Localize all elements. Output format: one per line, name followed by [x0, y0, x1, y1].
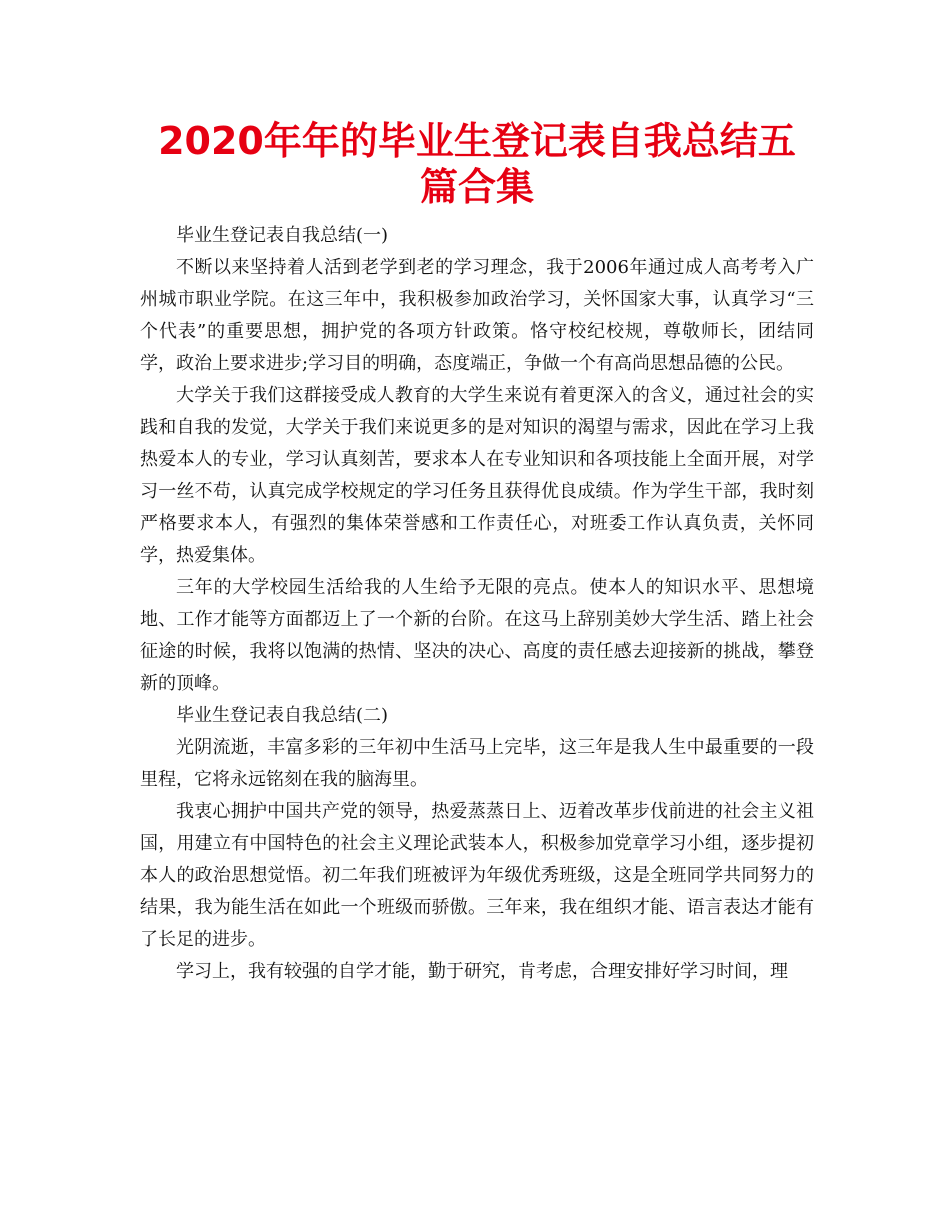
paragraph: 大学关于我们这群接受成人教育的大学生来说有着更深入的含义，通过社会的实践和自我的发觉，大学关于我们来说更多的是对知识的渴望与需求，因此在学习上我热爱本人的专业，学习认真刻苦，要求本人在专业知识和各项技能上全面开展，对学习一丝不苟，认真完成学校规定的学习任务且获得优良成绩。作为学生干部，我时刻严格要求本人，有强烈的集体荣誉感和工作责任心，对班委工作认真负责，关怀同学，热爱集体。 — [140, 385, 814, 566]
document-title: 2020年年的毕业生登记表自我总结五篇合集 — [158, 119, 796, 209]
paragraph: 三年的大学校园生活给我的人生给予无限的亮点。使本人的知识水平、思想境地、工作才能等方面都迈上了一个新的台阶。在这马上辞别美妙大学生活、踏上社会征途的时候，我将以饱满的热情、坚决的决心、高度的责任感去迎接新的挑战，攀登新的顶峰。 — [140, 577, 814, 694]
paragraph: 我衷心拥护中国共产党的领导，热爱蒸蒸日上、迈着改革步伐前进的社会主义祖国，用建立有中国特色的社会主义理论武装本人，积极参加党章学习小组，逐步提初本人的政治思想觉悟。初二年我们班被评为年级优秀班级，这是全班同学共同努力的结果，我为能生活在如此一个班级而骄傲。三年来，我在组织才能、语言表达才能有了长足的进步。 — [140, 801, 814, 950]
section-heading-2: 毕业生登记表自我总结(二) — [176, 705, 389, 726]
section-heading-1: 毕业生登记表自我总结(一) — [176, 225, 389, 246]
document-body — [140, 220, 814, 988]
paragraph: 光阴流逝，丰富多彩的三年初中生活马上完毕，这三年是我人生中最重要的一段里程，它将永远铭刻在我的脑海里。 — [140, 737, 814, 790]
paragraph: 不断以来坚持着人活到老学到老的学习理念，我于2006年通过成人高考考入广州城市职业学院。在这三年中，我积极参加政治学习，关怀国家大事，认真学习“三个代表”的重要思想，拥护党的各项方针政策。恪守校纪校规，尊敬师长，团结同学，政治上要求进步;学习目的明确，态度端正，争做一个有高尚思想品德的公民。 — [140, 257, 814, 374]
paragraph: 学习上，我有较强的自学才能，勤于研究，肯考虑，合理安排好学习时间，理 — [176, 961, 788, 982]
